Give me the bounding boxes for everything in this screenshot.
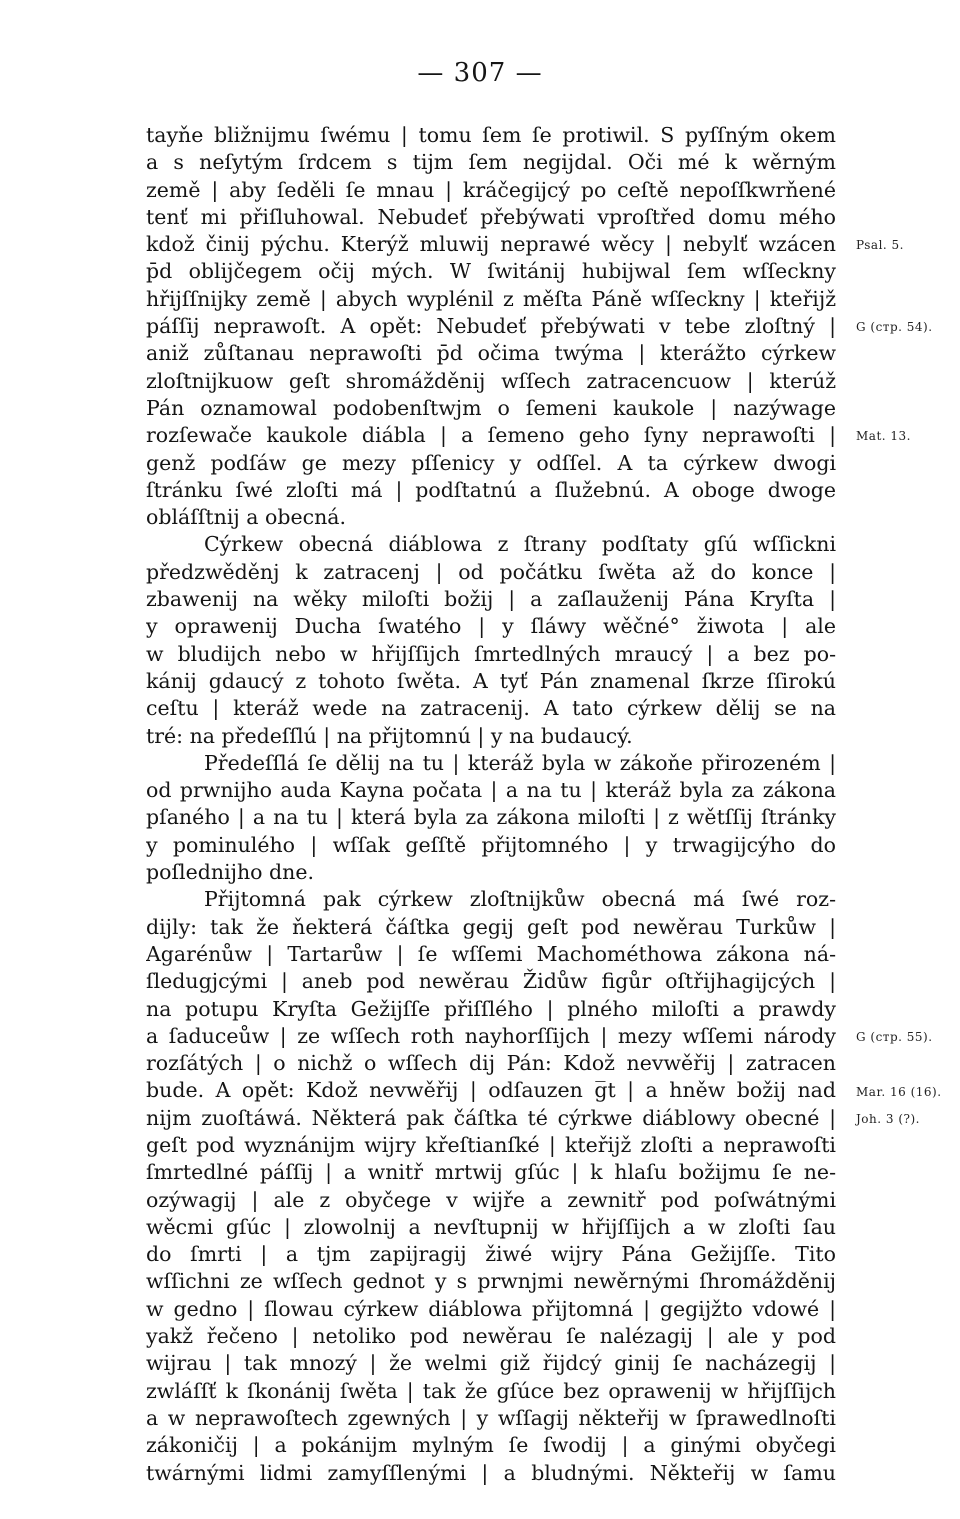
text-line: wěcmi gſúc | zlowolnij a nevſtupnij w hřijſſijch a w zloſti ſau xyxy=(146,1214,836,1239)
margin-note: G (стр. 54). xyxy=(856,320,933,335)
text-line: země | aby ſeděli ſe mnau | kráčegijcý po ceſtě nepoſſkwrňené xyxy=(146,177,836,202)
text-line: ozýwagij | ale z obyčege v wijře a zewnitř pod poſwátnými xyxy=(146,1187,836,1212)
text-line: twárnými lidmi zamyſſlenými | a bludnými. Někteřij w ſamu xyxy=(146,1460,836,1485)
text-line: nijm zuoſtáwá. Některá pak čáſtka té cýrkwe diáblowy obecné | xyxy=(146,1105,836,1130)
text-line: genž podſáw ge mezy pſſenicy y odſſel. A ta cýrkew dwogi xyxy=(146,450,836,475)
text-line: Předeſſlá ſe dělij na tu | kteráž byla w zákoňe přirozeném | xyxy=(204,750,836,775)
text-line: do ſmrti | a tjm zapijragij žiwé wijry Pána Gežijſſe. Tito xyxy=(146,1242,836,1267)
text-line: geſt pod wyznánijm wijry křeſtianſké | kteřijž zloſti a neprawoſti xyxy=(146,1132,836,1157)
page-number: — 307 — xyxy=(417,58,543,88)
text-line: ſledugjcými | aneb pod newěrau Židůw figůr oſtřijhagijcých | xyxy=(146,969,836,994)
text-line: poſlednijho dne. xyxy=(146,860,315,885)
text-line: předzwěděnj k zatracenj | od počátku ſwěta až do konce | xyxy=(146,559,836,584)
text-line: zákoničij | a pokánijm mylným ſe ſwodij | a ginými obyčegi xyxy=(146,1433,836,1458)
text-line: kdož činij pýchu. Kterýž mluwij neprawé wěcy | nebylť wzácen xyxy=(146,232,836,257)
margin-note: G (стр. 55). xyxy=(856,1029,933,1044)
text-line: zloſtnijkuow geſt shromážděnij wſſech zatracencuow | kterúž xyxy=(146,368,836,393)
text-line: zbawenij na wěky miloſti božij | a zaſlauženij Pána Kryſta | xyxy=(146,587,836,612)
margin-note: Mar. 16 (16). xyxy=(856,1084,942,1099)
text-line: páſſij neprawoſt. A opět: Nebudeť přebýwati v tebe zloſtný | xyxy=(146,314,836,339)
text-line: tayňe bližnijmu ſwému | tomu ſem ſe protiwil. S pyſſným okem xyxy=(146,123,836,147)
text-line: w bludijch nebo w hřijſſijch ſmrtedlných mraucý | a bez po- xyxy=(146,641,836,666)
text-line: na potupu Kryſta Gežijſſe přiſſlého | plného miloſti a prawdy xyxy=(146,996,836,1021)
text-line: a ſaduceůw | ze wſſech roth nayhorſſijch | mezy wſſemi národy xyxy=(146,1023,836,1048)
margin-note: Psal. 5. xyxy=(856,238,904,253)
text-line: tenť mi přiſluhowal. Nebudeť přebýwati vproſtřed domu mého xyxy=(146,204,836,229)
text-line: p̄d oblijčegem očij mých. W ſwitánij hubijwal ſem wſſeckny xyxy=(146,259,836,284)
text-line: wſſichni ze wſſech gednot y s prwnjmi newěrnými ſhromážděnij xyxy=(146,1269,836,1294)
text-line: Cýrkew obecná diáblowa z ſtrany podſtaty gſú wſſickni xyxy=(204,532,836,557)
text-line: wijrau | tak mnozý | že welmi giž řijdcý ginij ſe nacházegij | xyxy=(146,1351,836,1376)
text-line: tré: na předeſſlú | na přijtomnú | y na budaucý. xyxy=(146,723,633,748)
text-line: kánij gdaucý z tohoto ſwěta. A tyť Pán znamenal ſkrze ſſirokú xyxy=(146,668,836,693)
text-line: y pominulého | wſſak geſſtě přijtomného | y trwagijcýho do xyxy=(146,832,836,857)
text-line: ſtránku ſwé zloſti má | podſtatnú a ſlužebnú. A oboge dwoge xyxy=(146,477,836,502)
text-line: Agarénůw | Tartarůw | ſe wſſemi Machométhowa zákona ná- xyxy=(146,941,836,966)
text-line: zwláſſť k ſkonánij ſwěta | tak že gſúce bez oprawenij w hřijſſijch xyxy=(146,1378,836,1403)
body-text xyxy=(146,122,836,1487)
text-line: a s neſytým ſrdcem s tijm ſem negijdal. Oči mé k wěrným xyxy=(146,150,836,175)
text-line: yakž řečeno | netoliko pod newěrau ſe nalézagij | ale y pod xyxy=(146,1324,836,1349)
text-line: aniž zůſtanau neprawoſti p̄d očima twýma | kterážto cýrkew xyxy=(146,341,836,366)
text-line: bude. A opět: Kdož nevwěřij | odſauzen g̅t | a hněw božij nad xyxy=(146,1078,836,1103)
margin-note: Joh. 3 (?). xyxy=(856,1111,920,1126)
text-line: dijly: tak že ňekterá čáſtka gegij geſt pod newěrau Turkůw | xyxy=(146,914,836,939)
text-line: ſmrtedlné páſſij | a wnitř mrtwij gſúc | k hlaſu božijmu ſe ne- xyxy=(146,1160,836,1185)
margin-note: Mat. 13. xyxy=(856,429,911,444)
text-line: od prwnijho auda Kayna počata | a na tu | kteráž byla za zákona xyxy=(146,778,836,803)
text-line: a w neprawoſtech zgewných | y wſſagij někteřij w ſprawedlnoſti xyxy=(146,1405,836,1430)
text-line: rozſewače kaukole diábla | a ſemeno geho ſyny neprawoſti | xyxy=(146,423,836,448)
text-line: obláſſtnij a obecná. xyxy=(146,505,347,530)
text-line: w gedno | ſlowau cýrkew diáblowa přijtomná | gegijžto vdowé | xyxy=(146,1296,836,1321)
text-line: Pán oznamowal podobenſtwjm o ſemeni kaukole | nazýwage xyxy=(146,395,836,420)
text-line: pſaného | a na tu | která byla za zákona miloſti | z wětſſij ſtránky xyxy=(146,805,836,830)
text-line: ceſtu | kteráž wede na zatracenij. A tato cýrkew dělij se na xyxy=(146,696,836,721)
text-line: rozſátých | o nichž o wſſech dij Pán: Kdož nevwěřij | zatracen xyxy=(146,1051,836,1076)
text-line: hřijſſnijky země | abych wyplénil z měſta Páně wſſeckny | kteřijž xyxy=(146,286,836,311)
text-line: y oprawenij Ducha ſwatého | y ſláwy wěčné° žiwota | ale xyxy=(146,614,836,639)
text-line: Přijtomná pak cýrkew zloſtnijkůw obecná má ſwé roz- xyxy=(204,887,836,912)
